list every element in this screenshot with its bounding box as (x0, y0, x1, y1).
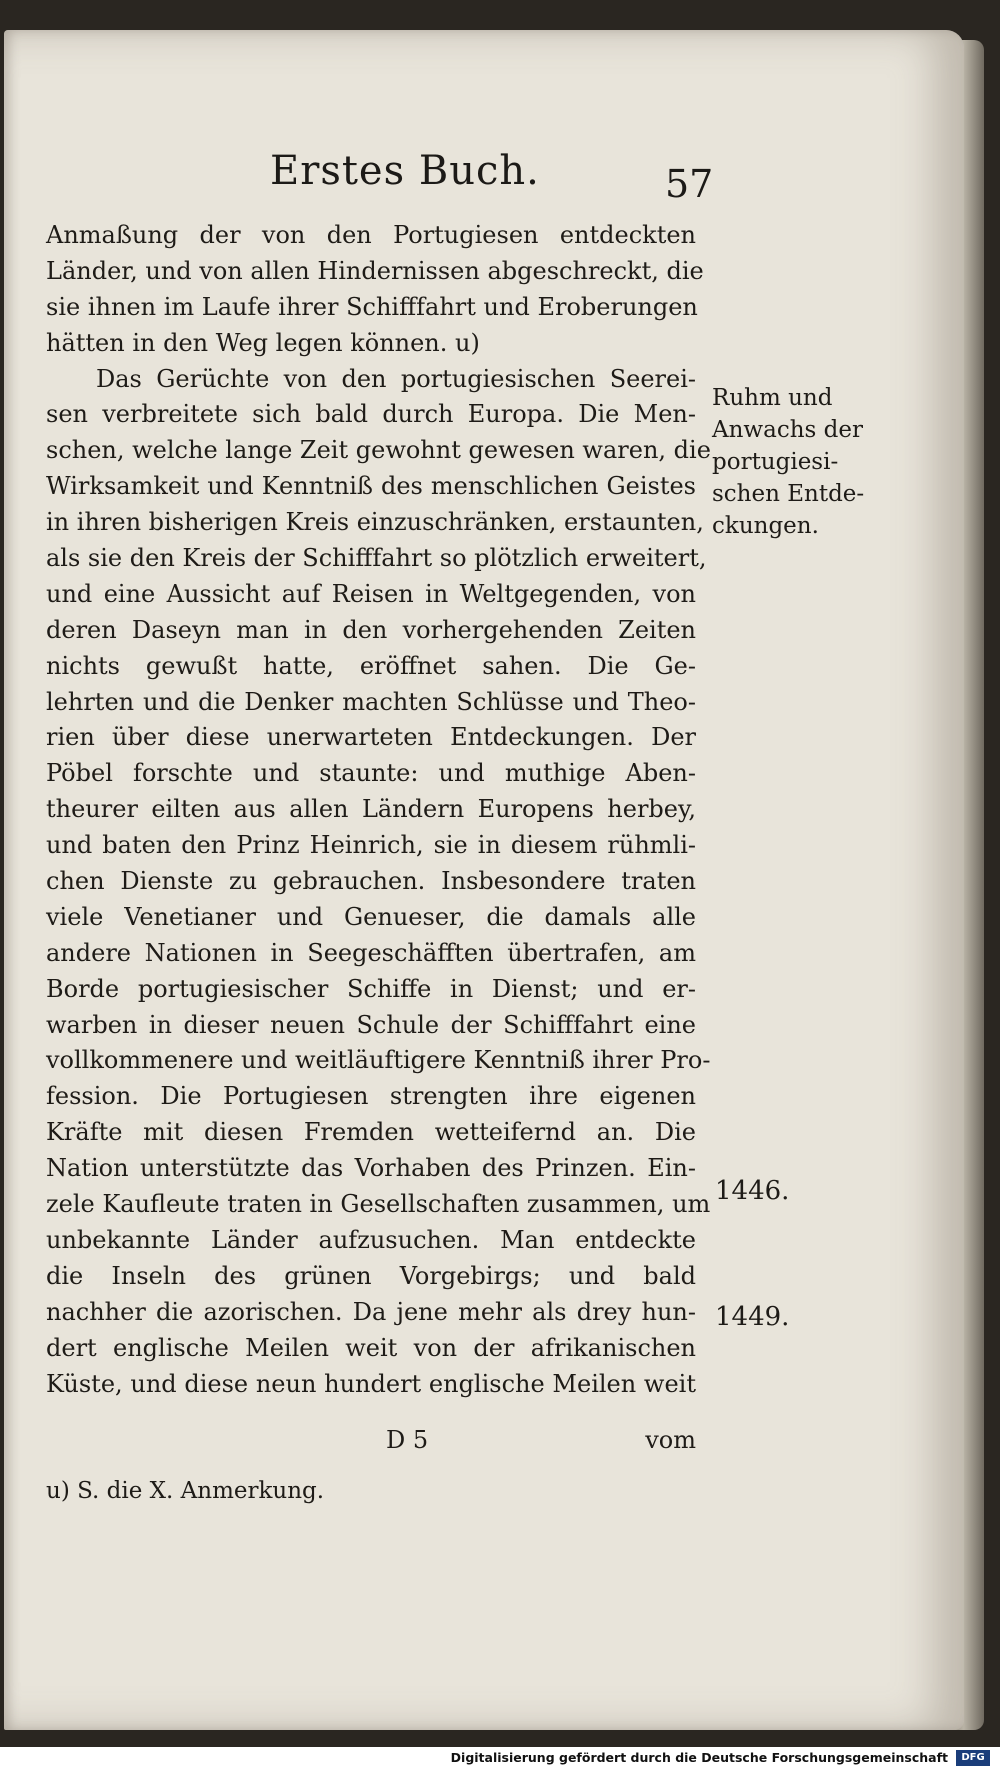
text-line: nachher die azorischen. Da jene mehr als drey hun- (46, 1297, 696, 1326)
text-line: deren Daseyn man in den vorhergehenden Zeiten (46, 615, 696, 644)
text-line: dert englische Meilen weit von der afrikanischen (46, 1333, 696, 1362)
text-line: lehrten und die Denker machten Schlüsse und Theo- (46, 687, 696, 716)
text-line: in ihren bisherigen Kreis einzuschränken, erstaunten, (46, 508, 704, 537)
margin-note-line: ckungen. (712, 513, 819, 539)
text-line: rien über diese unerwarteten Entdeckungen. Der (46, 723, 696, 752)
text-line: Länder, und von allen Hindernissen abgeschreckt, die (46, 256, 704, 285)
text-line: schen, welche lange Zeit gewohnt gewesen waren, die (46, 436, 711, 465)
margin-note-line: Ruhm und (712, 385, 833, 411)
text-line: Pöbel forschte und staunte: und muthige Aben- (46, 759, 696, 788)
text-line: sen verbreitete sich bald durch Europa. Die Men- (46, 400, 696, 429)
text-line: unbekannte Länder aufzusuchen. Man entdeckte (46, 1225, 696, 1254)
margin-note (712, 382, 865, 542)
text-line: Kräfte mit diesen Fremden wetteifernd an. Die (46, 1118, 696, 1147)
text-line: Nation unterstützte das Vorhaben des Prinzen. Ein- (46, 1154, 696, 1183)
text-line: Das Gerüchte von den portugiesischen Seerei- (96, 364, 696, 393)
text-line: die Inseln des grünen Vorgebirgs; und bald (46, 1261, 696, 1290)
margin-year-1446: 1446. (715, 1176, 790, 1206)
body-text (46, 218, 711, 1402)
page-number: 57 (665, 162, 714, 206)
margin-year-1449: 1449. (715, 1302, 790, 1332)
dfg-logo-icon: DFG (956, 1750, 990, 1766)
footnote: u) S. die X. Anmerkung. (46, 1478, 325, 1504)
text-line: fession. Die Portugiesen strengten ihre eigenen (46, 1082, 696, 1111)
catchword-line (46, 1426, 696, 1466)
text-line: hätten in den Weg legen können. u) (46, 328, 480, 357)
signature-mark: D 5 (386, 1426, 429, 1454)
margin-note-line: portugiesi- (712, 449, 839, 475)
catchword: vom (645, 1426, 696, 1454)
text-line: viele Venetianer und Genueser, die damals alle (46, 902, 696, 931)
text-line: und eine Aussicht auf Reisen in Weltgegenden, von (46, 579, 696, 608)
text-line: Wirksamkeit und Kenntniß des menschlichen Geistes (46, 472, 696, 501)
text-line: theurer eilten aus allen Ländern Europens herbey, (46, 795, 696, 824)
running-head: Erstes Buch. (270, 148, 540, 194)
text-line: zele Kaufleute traten in Gesellschaften zusammen, um (46, 1190, 711, 1219)
text-line: Küste, und diese neun hundert englische Meilen weit (46, 1369, 696, 1398)
text-line: nichts gewußt hatte, eröffnet sahen. Die Ge- (46, 651, 696, 680)
margin-note-line: schen Entde- (712, 481, 865, 507)
text-line: und baten den Prinz Heinrich, sie in diesem rühmli- (46, 831, 696, 860)
text-line: andere Nationen in Seegeschäfften übertrafen, am (46, 938, 696, 967)
footer-credit: Digitalisierung gefördert durch die Deutsche Forschungsgemeinschaft (450, 1750, 948, 1765)
text-line: Anmaßung der von den Portugiesen entdeckten (46, 221, 696, 249)
text-line: chen Dienste zu gebrauchen. Insbesondere traten (46, 867, 696, 896)
text-line: warben in dieser neuen Schule der Schifffahrt eine (46, 1010, 696, 1039)
text-line: als sie den Kreis der Schifffahrt so plötzlich erweitert, (46, 544, 707, 573)
text-line: sie ihnen im Laufe ihrer Schifffahrt und Eroberungen (46, 292, 698, 321)
text-line: Borde portugiesischer Schiffe in Dienst; und er- (46, 974, 696, 1003)
margin-note-line: Anwachs der (712, 417, 863, 443)
text-line: vollkommenere und weitläuftigere Kenntniß ihrer Pro- (46, 1046, 711, 1075)
